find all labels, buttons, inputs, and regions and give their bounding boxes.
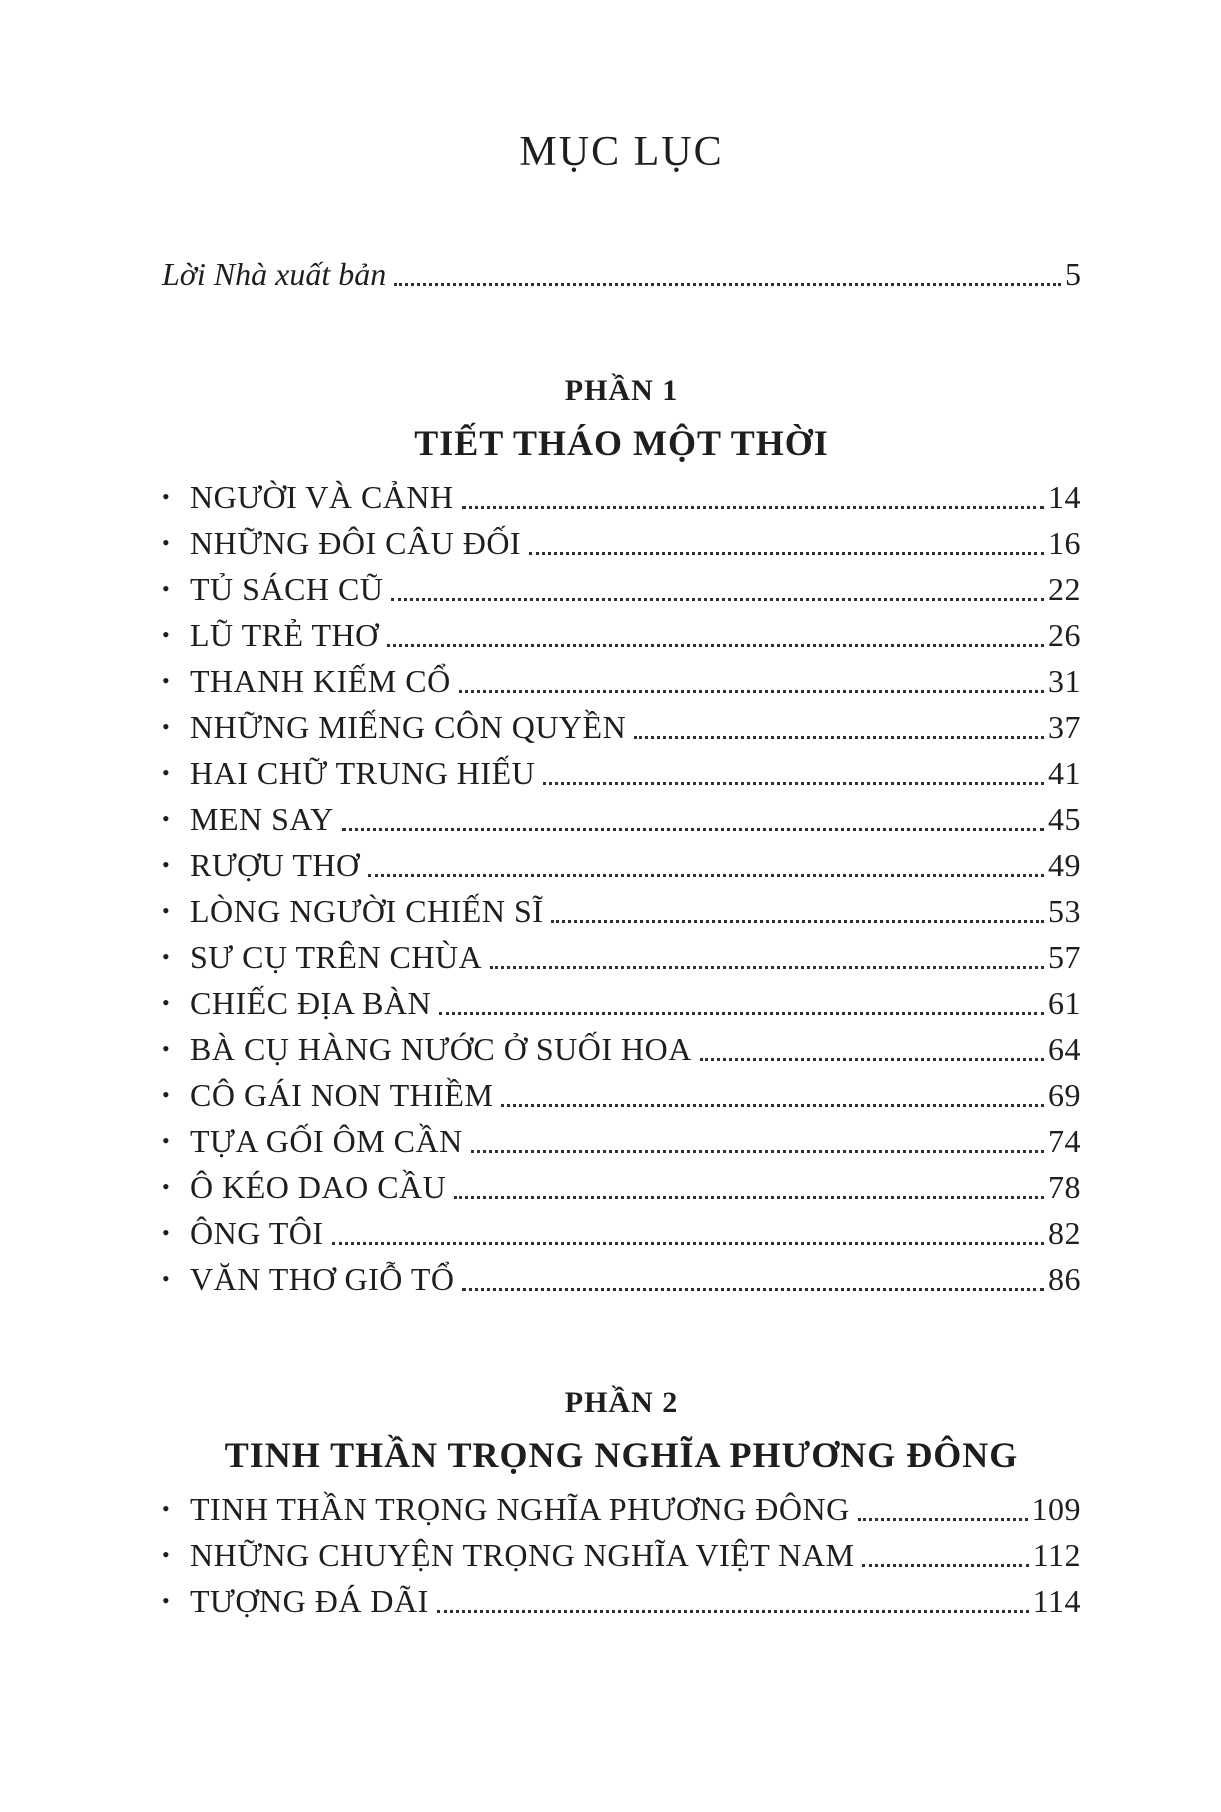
entry-page-number: 26: [1048, 617, 1081, 654]
dot-leader: [700, 1058, 1044, 1061]
bullet-icon: •: [162, 622, 171, 648]
dot-leader: [490, 966, 1044, 969]
bullet-icon: •: [162, 1588, 171, 1614]
dot-leader: [332, 1242, 1044, 1245]
entry-title: LŨ TRẺ THƠ: [190, 617, 379, 654]
dot-leader: [342, 828, 1044, 831]
entry-title: RƯỢU THƠ: [190, 847, 360, 884]
bullet-icon: •: [162, 944, 171, 970]
dot-leader: [529, 552, 1044, 555]
bullet-icon: •: [162, 714, 171, 740]
entry-title: TƯỢNG ĐÁ DÃI: [190, 1583, 429, 1620]
sections-container: [162, 374, 1081, 1624]
bullet-icon: •: [162, 1128, 171, 1154]
toc-row: [162, 1026, 1081, 1072]
toc-row: [162, 1164, 1081, 1210]
dot-leader: [387, 644, 1044, 647]
toc-row: [162, 612, 1081, 658]
entry-title: LÒNG NGƯỜI CHIẾN SĨ: [190, 893, 544, 930]
preface-title: Lời Nhà xuất bản: [162, 256, 387, 293]
toc-row: [162, 1532, 1081, 1578]
entry-page-number: 22: [1048, 571, 1081, 608]
entry-page-number: 37: [1048, 709, 1081, 746]
toc-row: [162, 1118, 1081, 1164]
toc-row: [162, 796, 1081, 842]
bullet-icon: •: [162, 852, 171, 878]
toc-row: [162, 1578, 1081, 1624]
entry-page-number: 49: [1048, 847, 1081, 884]
entry-page-number: 31: [1048, 663, 1081, 700]
toc-row: [162, 934, 1081, 980]
bullet-icon: •: [162, 1542, 171, 1568]
dot-leader: [394, 283, 1061, 286]
entry-title: THANH KIẾM CỔ: [190, 663, 451, 700]
toc-list: [162, 474, 1081, 1302]
entry-title: TỰA GỐI ÔM CẦN: [190, 1123, 463, 1160]
entry-page-number: 114: [1032, 1583, 1081, 1620]
dot-leader: [437, 1610, 1029, 1613]
entry-page-number: 82: [1048, 1215, 1081, 1252]
preface-row: [162, 250, 1081, 298]
entry-page-number: 109: [1031, 1491, 1081, 1528]
bullet-icon: •: [162, 1036, 171, 1062]
toc-row: [162, 658, 1081, 704]
entry-page-number: 41: [1048, 755, 1081, 792]
entry-title: CÔ GÁI NON THIỀM: [190, 1077, 494, 1114]
entry-title: TINH THẦN TRỌNG NGHĨA PHƯƠNG ĐÔNG: [190, 1491, 850, 1528]
bullet-icon: •: [162, 576, 171, 602]
entry-title: HAI CHỮ TRUNG HIẾU: [190, 755, 536, 792]
toc-list: [162, 1486, 1081, 1624]
dot-leader: [391, 598, 1044, 601]
bullet-icon: •: [162, 806, 171, 832]
entry-title: MEN SAY: [190, 801, 334, 838]
entry-page-number: 61: [1048, 985, 1081, 1022]
dot-leader: [368, 874, 1044, 877]
toc-row: [162, 704, 1081, 750]
bullet-icon: •: [162, 530, 171, 556]
toc-row: [162, 1210, 1081, 1256]
entry-title: VĂN THƠ GIỖ TỔ: [190, 1261, 455, 1298]
toc-row: [162, 750, 1081, 796]
entry-page-number: 16: [1048, 525, 1081, 562]
dot-leader: [462, 506, 1044, 509]
bullet-icon: •: [162, 990, 171, 1016]
entry-page-number: 74: [1048, 1123, 1081, 1160]
toc-row: [162, 474, 1081, 520]
section-part-1: [162, 374, 1081, 1302]
entry-page-number: 53: [1048, 893, 1081, 930]
entry-title: NHỮNG ĐÔI CÂU ĐỐI: [190, 525, 522, 562]
entry-page-number: 112: [1032, 1537, 1081, 1574]
preface-page-number: 5: [1065, 256, 1081, 293]
entry-title: Ô KÉO DAO CẦU: [190, 1169, 447, 1206]
dot-leader: [634, 736, 1044, 739]
entry-page-number: 45: [1048, 801, 1081, 838]
dot-leader: [439, 1012, 1044, 1015]
dot-leader: [459, 690, 1044, 693]
part-title: TINH THẦN TRỌNG NGHĨA PHƯƠNG ĐÔNG: [224, 1435, 1019, 1476]
toc-row: [162, 980, 1081, 1026]
dot-leader: [462, 1288, 1044, 1291]
bullet-icon: •: [162, 1220, 171, 1246]
dot-leader: [471, 1150, 1044, 1153]
toc-row: [162, 1486, 1081, 1532]
dot-leader: [862, 1564, 1028, 1567]
toc-row: [162, 566, 1081, 612]
entry-title: SƯ CỤ TRÊN CHÙA: [190, 939, 483, 976]
entry-title: NGƯỜI VÀ CẢNH: [190, 479, 454, 516]
bullet-icon: •: [162, 898, 171, 924]
entry-title: NHỮNG CHUYỆN TRỌNG NGHĨA VIỆT NAM: [190, 1537, 855, 1574]
entry-title: BÀ CỤ HÀNG NƯỚC Ở SUỐI HOA: [190, 1031, 692, 1068]
entry-page-number: 78: [1048, 1169, 1081, 1206]
toc-row: [162, 520, 1081, 566]
entry-page-number: 86: [1048, 1261, 1081, 1298]
bullet-icon: •: [162, 484, 171, 510]
dot-leader: [543, 782, 1044, 785]
part-label: PHẦN 1: [564, 374, 679, 408]
bullet-icon: •: [162, 668, 171, 694]
toc-row: [162, 1256, 1081, 1302]
entry-title: TỦ SÁCH CŨ: [190, 571, 384, 608]
entry-page-number: 69: [1048, 1077, 1081, 1114]
entry-page-number: 14: [1048, 479, 1081, 516]
bullet-icon: •: [162, 1496, 171, 1522]
dot-leader: [454, 1196, 1044, 1199]
toc-row: [162, 1072, 1081, 1118]
toc-row: [162, 888, 1081, 934]
bullet-icon: •: [162, 1174, 171, 1200]
entry-title: NHỮNG MIẾNG CÔN QUYỀN: [190, 709, 627, 746]
part-label: PHẦN 2: [564, 1386, 679, 1420]
entry-page-number: 64: [1048, 1031, 1081, 1068]
part-title: TIẾT THÁO MỘT THỜI: [414, 423, 829, 464]
bullet-icon: •: [162, 1266, 171, 1292]
dot-leader: [858, 1518, 1028, 1521]
entry-title: CHIẾC ĐỊA BÀN: [190, 985, 432, 1022]
entry-page-number: 57: [1048, 939, 1081, 976]
section-part-2: [162, 1386, 1081, 1624]
entry-title: ÔNG TÔI: [190, 1215, 324, 1252]
dot-leader: [551, 920, 1044, 923]
page-title: MỤC LỤC: [519, 129, 724, 175]
toc-row: [162, 842, 1081, 888]
dot-leader: [501, 1104, 1044, 1107]
bullet-icon: •: [162, 760, 171, 786]
bullet-icon: •: [162, 1082, 171, 1108]
